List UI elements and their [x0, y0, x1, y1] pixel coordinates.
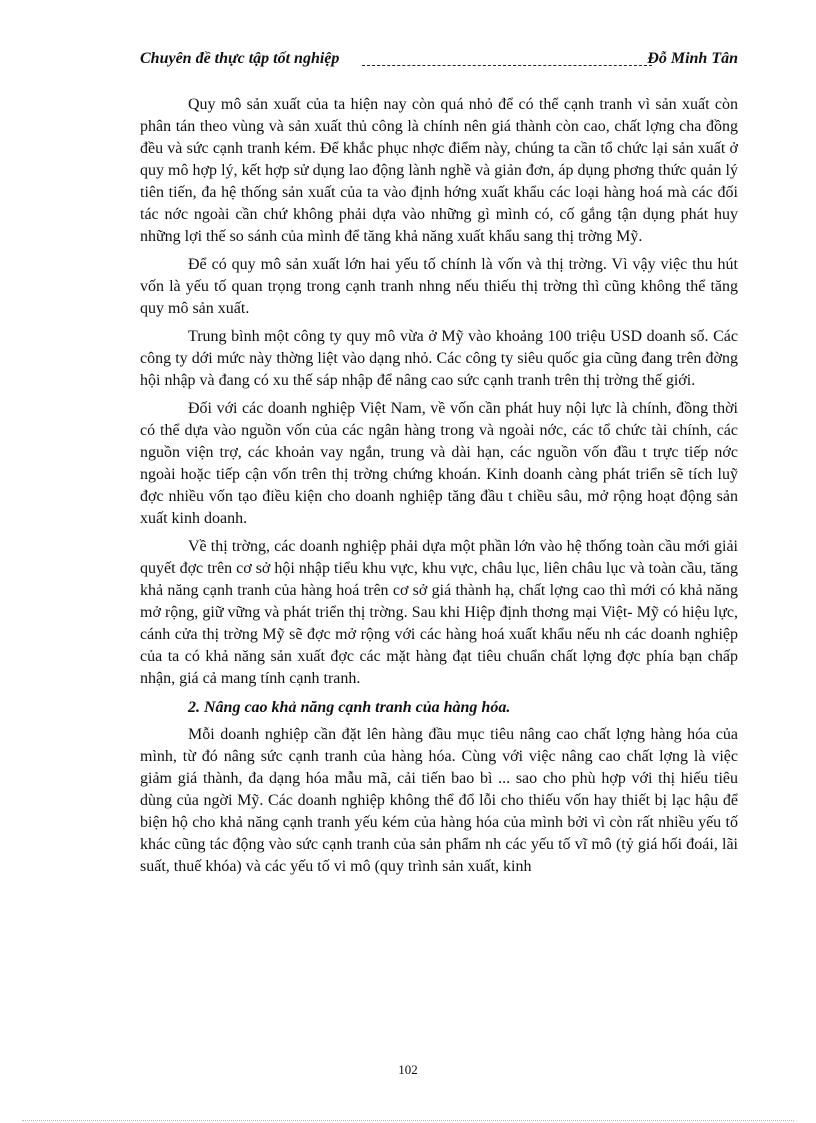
- footer-dotted-rule: [22, 1120, 794, 1121]
- section-paragraph: Mỗi doanh nghiệp cần đặt lên hàng đầu mục tiêu nâng cao chất lợng hàng hóa của mình, từ đó nâng sức cạnh tranh của hàng hóa. Cùng với việc nâng cao chất lợng là việc giảm giá thành, đa dạng hóa mẫu mã, cải tiến bao bì ... sao cho phù hợp với thị hiếu tiêu dùng của ngời Mỹ. Các doanh nghiệp không thể đổ lỗi cho thiếu vốn hay thiết bị lạc hậu để biện hộ cho khả năng cạnh tranh yếu kém của hàng hóa của mình bởi vì còn rất nhiều yếu tố khác cũng tác động vào sức cạnh tranh của sản phẩm nh các yếu tố vĩ mô (tỷ giá hối đoái, lãi suất, thuế khóa) và các yếu tố vi mô (quy trình sản xuất, kinh: [140, 726, 738, 875]
- header-dashed-rule: [362, 65, 652, 66]
- paragraph-4: Đối với các doanh nghiệp Việt Nam, về vốn cần phát huy nội lực là chính, đồng thời có thể dựa vào nguồn vốn của các ngân hàng trong và ngoài nớc, các tổ chức tài chính, các nguồn viện trợ, các khoản vay ngắn, trung và dài hạn, các nguồn vốn đầu t trực tiếp nớc ngoài hoặc tiếp cận vốn trên thị trờng chứng khoán. Kinh doanh càng phát triển sẽ tích luỹ đợc nhiều vốn tạo điều kiện cho doanh nghiệp tăng đầu t chiều sâu, mở rộng hoạt động sản xuất kinh doanh.: [140, 400, 738, 527]
- paragraph-3: Trung bình một công ty quy mô vừa ở Mỹ vào khoảng 100 triệu USD doanh số. Các công ty dới mức này thờng liệt vào dạng nhỏ. Các công ty siêu quốc gia cũng đang trên đờng hội nhập và đang có xu thế sáp nhập để nâng cao sức cạnh tranh trên thị trờng thế giới.: [140, 328, 738, 389]
- paragraph-1: Quy mô sản xuất của ta hiện nay còn quá nhỏ để có thể cạnh tranh vì sản xuất còn phân tán theo vùng và sản xuất thủ công là chính nên giá thành còn cao, chất lợng cha đồng đều và sức cạnh tranh kém. Để khắc phục nhợc điểm này, chúng ta cần tổ chức lại sản xuất ở quy mô hợp lý, kết hợp sử dụng lao động lành nghề và giản đơn, áp dụng phơng thức quản lý tiên tiến, đa hệ thống sản xuất của ta vào định hớng xuất khẩu các loại hàng hoá mà các đối tác nớc ngoài cần chứ không phải dựa vào những gì mình có, cố gắng tận dụng phát huy những lợi thế so sánh của mình để tăng khả năng xuất khẩu sang thị trờng Mỹ.: [140, 96, 738, 245]
- paragraph-5: Về thị trờng, các doanh nghiệp phải dựa một phần lớn vào hệ thống toàn cầu mới giải quyết đợc trên cơ sở hội nhập tiểu khu vực, khu vực, châu lục, liên châu lục và toàn cầu, tăng khả năng cạnh tranh của hàng hoá trên cơ sở giá thành hạ, chất lợng cao thì mới có khả năng mở rộng, giữ vững và phát triển thị trờng. Sau khi Hiệp định thơng mại Việt- Mỹ có hiệu lực, cánh cửa thị trờng Mỹ sẽ đợc mở rộng với các hàng hoá xuất khẩu nếu nh các doanh nghiệp của ta có khả năng sản xuất đợc các mặt hàng đạt tiêu chuẩn chất lợng đợc phía bạn chấp nhận, giá cả mang tính cạnh tranh.: [140, 538, 738, 687]
- page-number: 102: [398, 1062, 418, 1077]
- header-author: Đỗ Minh Tân: [647, 50, 738, 67]
- section-heading: 2. Nâng cao khả năng cạnh tranh của hàng hóa.: [188, 699, 511, 716]
- paragraph-2: Để có quy mô sản xuất lớn hai yếu tố chính là vốn và thị trờng. Vì vậy việc thu hút vốn là yếu tố quan trọng trong cạnh tranh nhng nếu thiếu thị trờng thì cũng không thể tăng quy mô sản xuất.: [140, 256, 738, 317]
- header-title: Chuyên đề thực tập tốt nghiệp: [140, 50, 340, 67]
- running-header: [140, 50, 738, 72]
- document-body: [140, 94, 738, 884]
